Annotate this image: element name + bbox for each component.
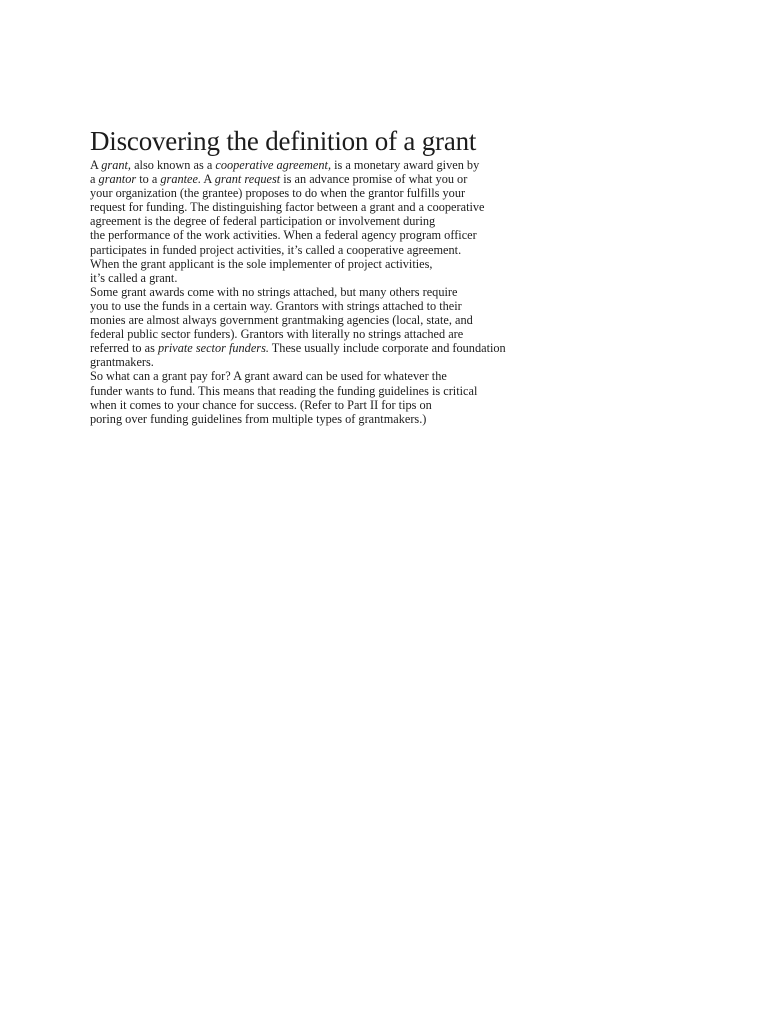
italic-term: cooperative agreement, bbox=[215, 158, 332, 172]
text-run: funder wants to fund. This means that reading the funding guidelines is critical bbox=[90, 383, 478, 398]
text-line bbox=[90, 243, 590, 257]
text-run: When the grant applicant is the sole implementer of project activities, bbox=[90, 256, 433, 271]
text-line bbox=[90, 384, 590, 398]
text-run: federal public sector funders). Grantors with literally no strings attached are bbox=[90, 327, 464, 342]
text-run: monies are almost always government grantmaking agencies (local, state, and bbox=[90, 313, 473, 328]
text-run: your organization (the grantee) proposes to do when the grantor fulfills your bbox=[90, 186, 466, 201]
text-run: A bbox=[201, 172, 215, 187]
text-run: you to use the funds in a certain way. Grantors with strings attached to their bbox=[90, 298, 462, 313]
text-run: is a monetary award given by bbox=[331, 158, 480, 172]
paragraph bbox=[90, 369, 590, 425]
text-line bbox=[90, 369, 590, 383]
text-line bbox=[90, 398, 590, 412]
text-line bbox=[90, 313, 590, 327]
text-line bbox=[90, 271, 590, 285]
text-run: agreement is the degree of federal participation or involvement during bbox=[90, 214, 436, 229]
italic-term: grantor bbox=[98, 172, 137, 187]
text-run: A bbox=[90, 158, 102, 172]
text-line bbox=[90, 257, 590, 271]
text-run: So what can a grant pay for? A grant award can be used for whatever the bbox=[90, 369, 447, 384]
text-line bbox=[90, 200, 590, 214]
text-run: Some grant awards come with no strings attached, but many others require bbox=[90, 284, 458, 299]
italic-term: grant, bbox=[101, 158, 132, 172]
text-run: the performance of the work activities. When a federal agency program officer bbox=[90, 228, 477, 243]
paragraph bbox=[90, 158, 590, 285]
text-run: a bbox=[90, 172, 99, 187]
page-title: Discovering the definition of a grant bbox=[90, 126, 477, 156]
text-run: request for funding. The distinguishing factor between a grant and a cooperative bbox=[90, 200, 485, 215]
text-line bbox=[90, 228, 590, 242]
text-run: it’s called a grant. bbox=[90, 270, 178, 285]
document-content bbox=[90, 124, 590, 426]
text-line bbox=[90, 186, 590, 200]
text-line bbox=[90, 214, 590, 228]
text-run: participates in funded project activities, it’s called a cooperative agreement. bbox=[90, 242, 462, 257]
text-run: also known as a bbox=[131, 158, 216, 172]
text-line bbox=[90, 172, 590, 186]
text-run: to a bbox=[136, 172, 161, 187]
text-run: poring over funding guidelines from multiple types of grantmakers.) bbox=[90, 411, 427, 426]
text-run: is an advance promise of what you or bbox=[280, 172, 468, 187]
italic-term: grant request bbox=[214, 172, 281, 187]
text-run: when it comes to your chance for success. (Refer to Part II for tips on bbox=[90, 397, 432, 412]
text-line bbox=[90, 341, 590, 355]
body-text bbox=[90, 158, 590, 426]
paragraph bbox=[90, 285, 590, 370]
text-run: These usually include corporate and foundation bbox=[268, 341, 506, 356]
text-run: referred to as bbox=[90, 341, 158, 356]
text-line bbox=[90, 327, 590, 341]
text-line bbox=[90, 158, 590, 172]
text-line bbox=[90, 285, 590, 299]
text-line bbox=[90, 355, 590, 369]
italic-term: grantee. bbox=[160, 172, 202, 187]
text-line bbox=[90, 299, 590, 313]
text-line bbox=[90, 412, 590, 426]
italic-term: private sector funders. bbox=[157, 341, 269, 356]
text-run: grantmakers. bbox=[90, 355, 154, 370]
